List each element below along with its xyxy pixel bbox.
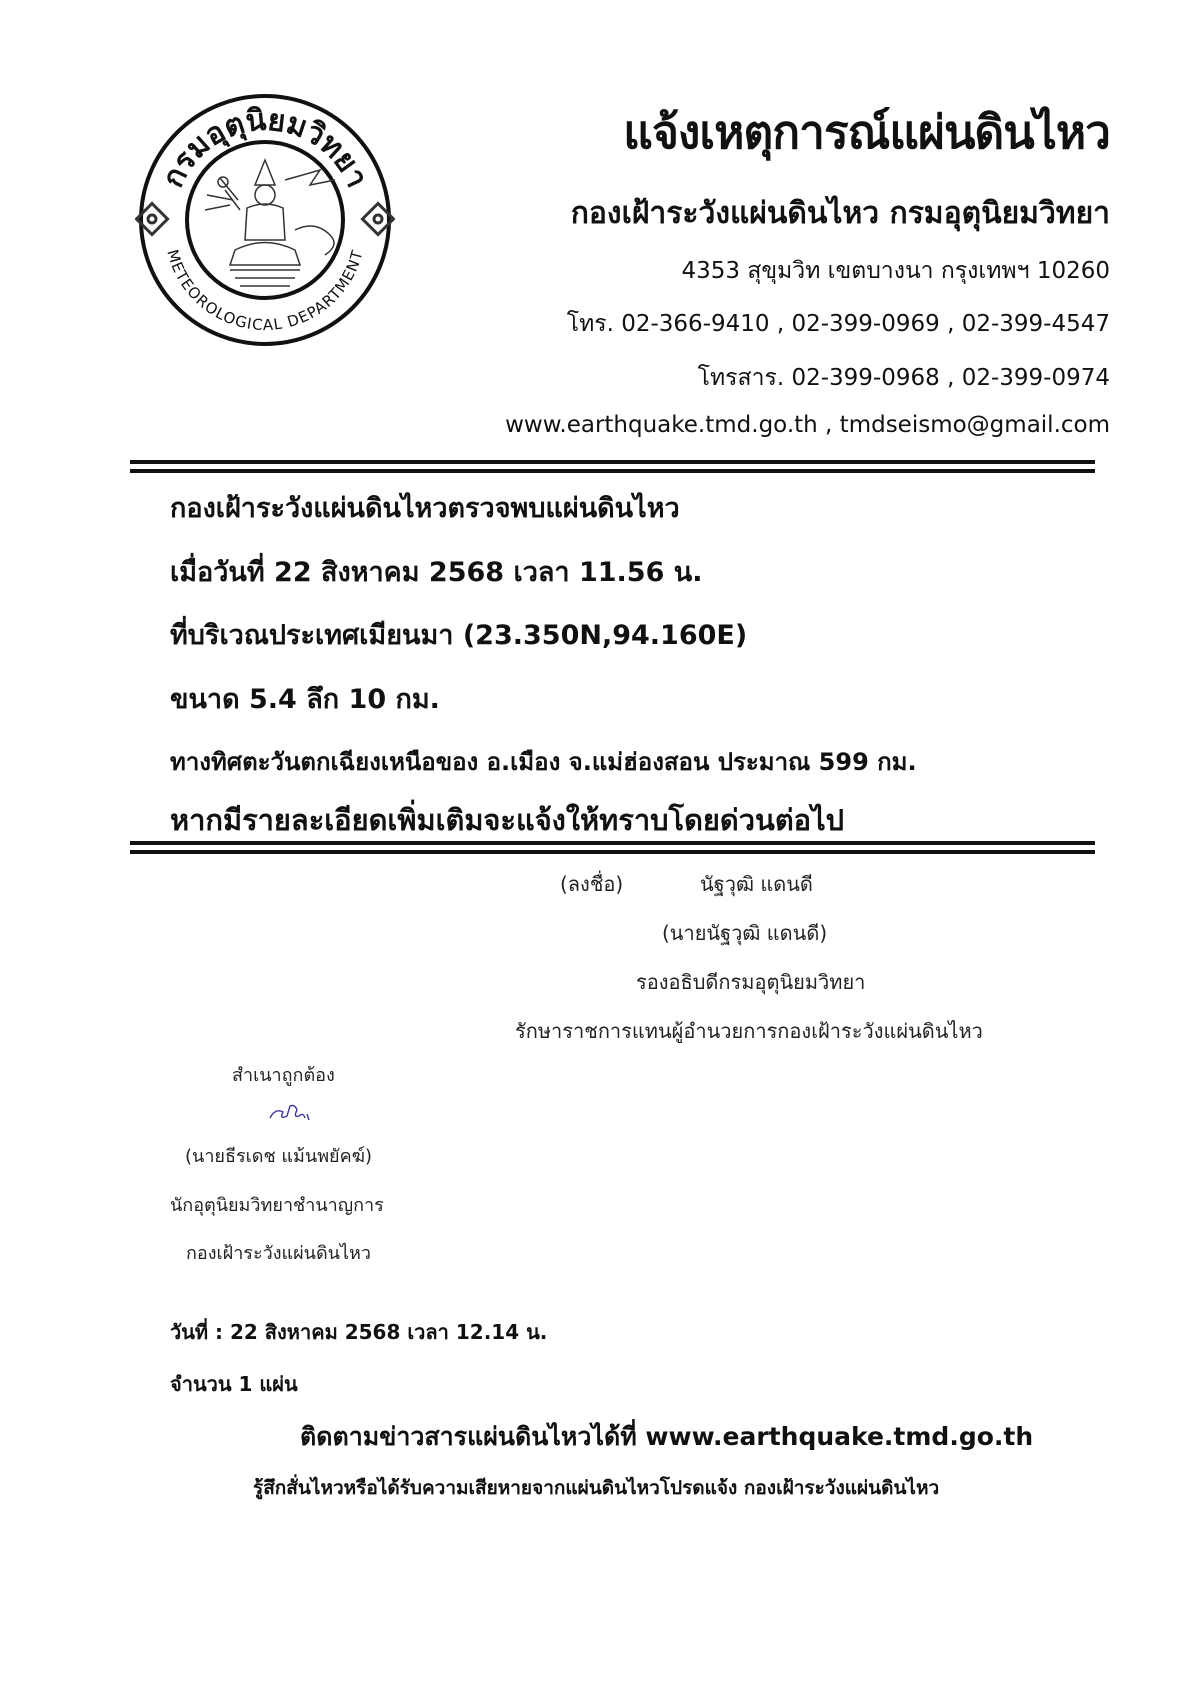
bottom-divider-line-1 (130, 841, 1095, 845)
signatory-acting-position: รักษาราชการแทนผู้อำนวยการกองเฝ้าระวังแผ่นดินไหว (515, 1019, 983, 1043)
follow-news-note: ติดตามข่าวสารแผ่นดินไหวได้ที่ www.earthquake.tmd.go.th (300, 1422, 1034, 1451)
signature-label: (ลงชื่อ) (560, 872, 624, 896)
certified-copy-label: สำเนาถูกต้อง (232, 1065, 335, 1086)
meteorological-department-seal-logo (135, 90, 395, 350)
seal-icon (135, 90, 395, 350)
address: 4353 สุขุมวิท เขตบางนา กรุงเทพฯ 10260 (681, 258, 1110, 284)
signatory-name: นัฐวุฒิ แดนดี (700, 872, 813, 896)
report-distance-line: ทางทิศตะวันตกเฉียงเหนือของ อ.เมือง จ.แม่ฮ่องสอน ประมาณ 599 กม. (170, 748, 917, 776)
certifier-position: นักอุตุนิยมวิทยาชำนาญการ (170, 1195, 384, 1216)
organization-name: กองเฝ้าระวังแผ่นดินไหว กรมอุตุนิยมวิทยา (570, 196, 1110, 231)
page-count: จำนวน 1 แผ่น (170, 1372, 298, 1396)
fax-numbers: โทรสาร. 02-399-0968 , 02-399-0974 (697, 365, 1110, 391)
report-further-info-line: หากมีรายละเอียดเพิ่มเติมจะแจ้งให้ทราบโดยด่วนต่อไป (170, 803, 845, 837)
report-location-line: ที่บริเวณประเทศเมียนมา (23.350N,94.160E) (170, 620, 748, 651)
issue-date: วันที่ : 22 สิงหาคม 2568 เวลา 12.14 น. (170, 1320, 548, 1344)
report-datetime-line: เมื่อวันที่ 22 สิงหาคม 2568 เวลา 11.56 น. (170, 557, 703, 588)
certifier-division: กองเฝ้าระวังแผ่นดินไหว (186, 1243, 372, 1264)
signatory-full-name: (นายนัฐวุฒิ แดนดี) (662, 921, 828, 945)
report-detected-line: กองเฝ้าระวังแผ่นดินไหวตรวจพบแผ่นดินไหว (170, 493, 680, 524)
report-felt-note: รู้สึกสั่นไหวหรือได้รับความเสียหายจากแผ่นดินไหวโปรดแจ้ง กองเฝ้าระวังแผ่นดินไหว (253, 1477, 940, 1499)
report-magnitude-depth-line: ขนาด 5.4 ลึก 10 กม. (170, 684, 440, 715)
bottom-divider-line-2 (130, 850, 1095, 854)
website-and-email: www.earthquake.tmd.go.th , tmdseismo@gmail.com (505, 412, 1110, 438)
svg-text:กรมอุตุนิยมวิทยา: กรมอุตุนิยมวิทยา (155, 102, 375, 193)
document-title: แจ้งเหตุการณ์แผ่นดินไหว (623, 105, 1110, 159)
certifier-name: (นายธีรเดช แม้นพยัคฆ์) (185, 1146, 373, 1167)
handwritten-signature-icon (265, 1098, 315, 1128)
top-divider-line-2 (130, 469, 1095, 473)
signatory-position: รองอธิบดีกรมอุตุนิยมวิทยา (636, 970, 866, 994)
svg-text:METEOROLOGICAL DEPARTMENT: METEOROLOGICAL DEPARTMENT (163, 247, 367, 335)
phone-numbers: โทร. 02-366-9410 , 02-399-0969 , 02-399-4547 (566, 311, 1110, 337)
top-divider-line-1 (130, 460, 1095, 464)
